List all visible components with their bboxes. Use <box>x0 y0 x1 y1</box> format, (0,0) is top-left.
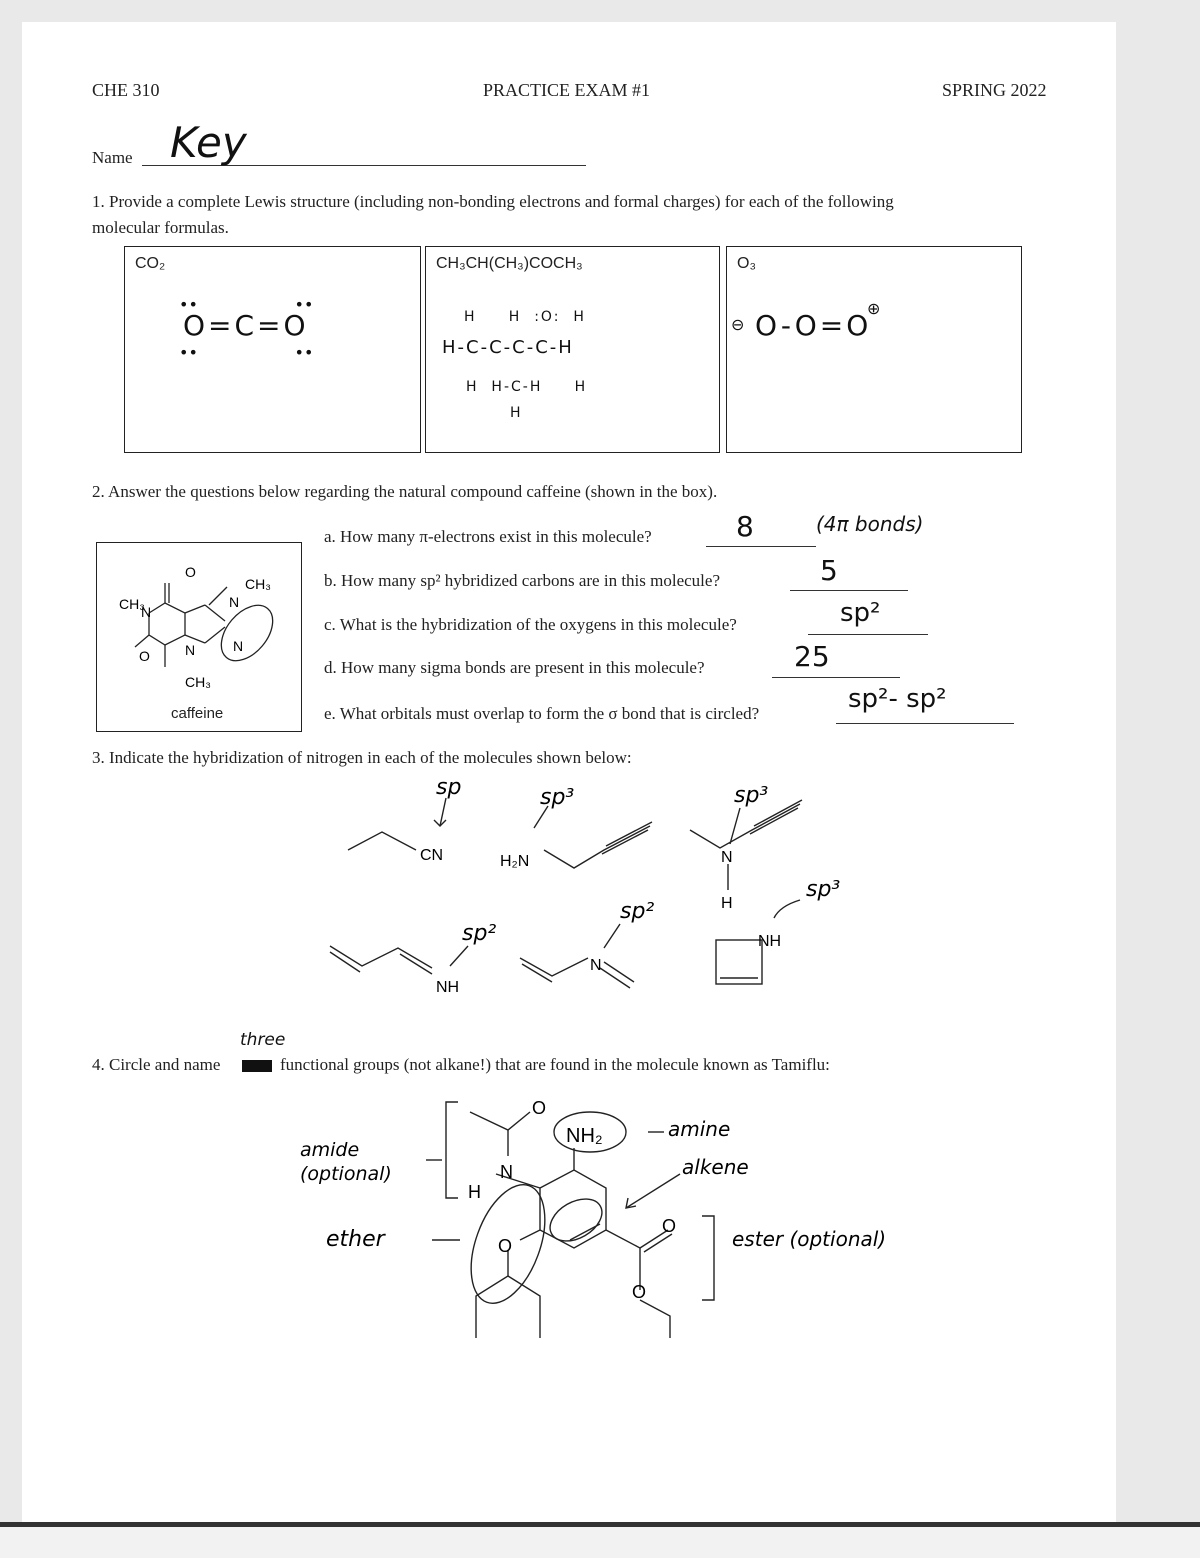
q3-answer-tertiary-amine: sp³ <box>734 783 769 808</box>
q2b-text: b. How many sp² hybridized carbons are in this molecule? <box>324 571 720 590</box>
q3-answer-azetine: sp³ <box>806 877 841 902</box>
ketone-top-h: H H :O: H <box>464 309 586 325</box>
tamiflu-o-carbonyl: O <box>662 1216 677 1236</box>
tamiflu-o-amide: O <box>532 1098 547 1118</box>
ozone-box <box>726 246 1022 453</box>
name-label: Name <box>92 148 133 167</box>
q2c-text: c. What is the hybridization of the oxygens in this molecule? <box>324 615 737 634</box>
tamiflu-n: N <box>500 1162 513 1182</box>
q2d-blank <box>772 677 900 678</box>
q3-answer-imine-1: sp² <box>462 921 497 946</box>
tamiflu-h: H <box>468 1182 481 1202</box>
ketone-bottom-h: H H-C-H H <box>466 379 588 395</box>
ozone-positive-charge: ⊕ <box>867 299 881 318</box>
q3-n-amine: N <box>721 849 733 866</box>
q2d-answer: 25 <box>794 640 830 673</box>
label-amine: amine <box>668 1117 731 1141</box>
caffeine-label: caffeine <box>171 705 224 722</box>
caffeine-n4: N <box>185 642 196 658</box>
caffeine-ch3-right: CH₃ <box>245 576 271 592</box>
co2-label: CO₂ <box>135 255 166 272</box>
ozone-negative-charge: ⊖ <box>731 315 745 334</box>
tamiflu-nh2: NH₂ <box>566 1125 603 1147</box>
q2b-blank <box>790 590 908 591</box>
co2-lone-pairs-bottom: •• •• <box>179 343 314 362</box>
q4-prompt-end: functional groups (not alkane!) that are found in the molecule known as Tamiflu: <box>280 1055 830 1074</box>
label-ester: ester (optional) <box>732 1227 887 1251</box>
ketone-box <box>425 246 720 453</box>
name-answer: Key <box>170 118 247 167</box>
ozone-label: O₃ <box>737 255 756 272</box>
tamiflu-o-ether: O <box>498 1236 513 1256</box>
q3-answer-primary-amine: sp³ <box>540 785 575 810</box>
caffeine-n2: N <box>229 594 240 610</box>
q1-prompt-cont: molecular formulas. <box>92 218 229 237</box>
label-amide: amide <box>300 1139 360 1161</box>
q2e-text: e. What orbitals must overlap to form the σ bond that is circled? <box>324 704 760 723</box>
q2b-answer: 5 <box>820 554 838 587</box>
q3-answer-nitrile: sp <box>436 775 462 800</box>
ketone-bottom-h2: H <box>510 405 521 421</box>
q3-imine-nh: NH <box>436 979 460 996</box>
q3-h-amine: H <box>721 895 733 912</box>
co2-box <box>124 246 421 453</box>
q3-cn: CN <box>420 847 444 864</box>
q2a-blank <box>706 546 816 547</box>
caffeine-structure <box>97 543 301 731</box>
q2a-note: (4π bonds) <box>816 512 924 536</box>
q1-prompt: 1. Provide a complete Lewis structure (including non-bonding electrons and formal charges) for each of the following <box>92 192 894 211</box>
caffeine-o-top: O <box>185 564 196 580</box>
q4-prompt-start: 4. Circle and name <box>92 1055 221 1074</box>
ozone-lewis-answer: O-O=O <box>755 309 872 342</box>
tamiflu-o-ester: O <box>632 1282 647 1302</box>
caffeine-box <box>96 542 302 732</box>
caffeine-ch3-left: CH₃ <box>119 596 145 612</box>
q2c-answer: sp² <box>840 598 881 628</box>
q4-strikethrough <box>242 1060 272 1072</box>
q2e-blank <box>836 723 1014 724</box>
label-alkene: alkene <box>682 1155 749 1179</box>
tamiflu-structure <box>0 1090 1200 1370</box>
caffeine-n1: N <box>141 604 152 620</box>
exam-title: PRACTICE EXAM #1 <box>483 80 651 100</box>
label-ether: ether <box>326 1227 385 1252</box>
q3-prompt: 3. Indicate the hybridization of nitrogen in each of the molecules shown below: <box>92 748 632 767</box>
q3-imine-n: N <box>590 957 602 974</box>
q3-azetine-nh: NH <box>758 933 782 950</box>
caffeine-n3: N <box>233 638 244 654</box>
q2a-text: a. How many π-electrons exist in this molecule? <box>324 527 652 546</box>
q2d-text: d. How many sigma bonds are present in this molecule? <box>324 658 705 677</box>
q3-h2n: H₂N <box>500 853 530 870</box>
q3-answer-imine-2: sp² <box>620 899 655 924</box>
course-code: CHE 310 <box>92 80 160 100</box>
label-amide-optional: (optional) <box>300 1163 392 1185</box>
exam-term: SPRING 2022 <box>942 80 1047 100</box>
q2a-answer: 8 <box>736 510 754 543</box>
ketone-lewis-answer: H-C-C-C-C-H <box>442 337 574 358</box>
co2-lewis-answer: O=C=O <box>183 309 309 342</box>
q3-structures <box>0 770 1200 1030</box>
ketone-label: CH₃CH(CH₃)COCH₃ <box>436 255 583 272</box>
q2-prompt: 2. Answer the questions below regarding the natural compound caffeine (shown in the box). <box>92 482 718 501</box>
caffeine-ch3-bottom: CH₃ <box>185 674 211 690</box>
caffeine-o-left: O <box>139 648 150 664</box>
q4-inserted-word: three <box>240 1030 286 1050</box>
q2e-answer: sp²- sp² <box>848 684 947 714</box>
q2c-blank <box>808 634 928 635</box>
co2-lone-pairs: •• •• <box>179 295 314 314</box>
